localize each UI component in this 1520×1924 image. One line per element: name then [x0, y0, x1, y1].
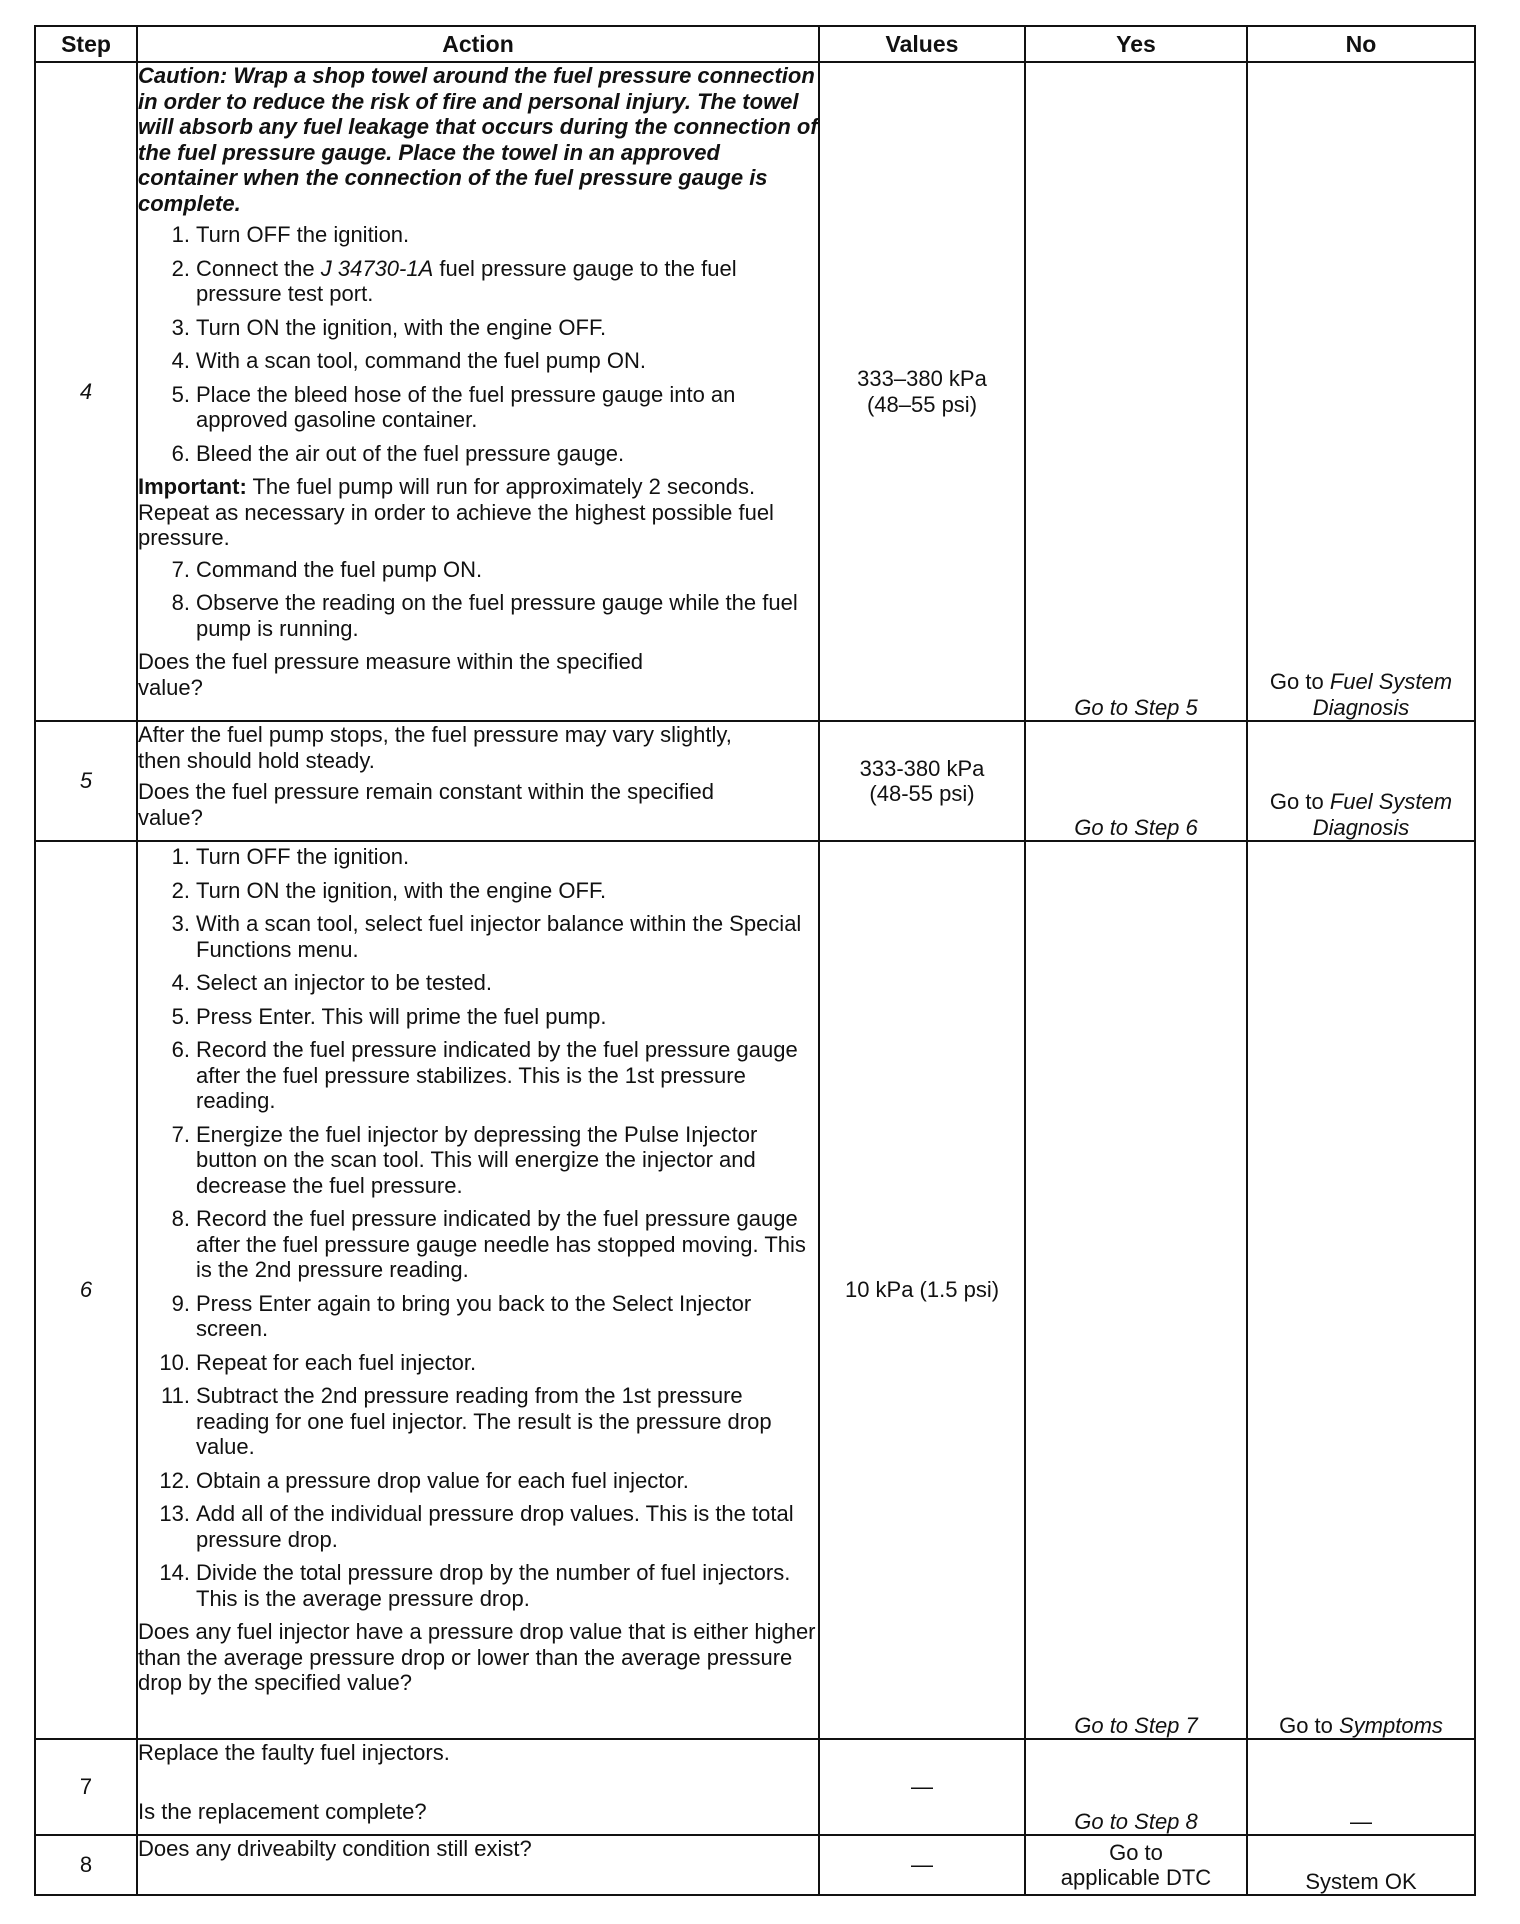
- table-row: [35, 1739, 1475, 1835]
- list-item: 6. Record the fuel pressure indicated by the fuel pressure gauge after the fuel pressure stabilizes. This is the 1st pressure reading.: [171, 1037, 798, 1113]
- value-cell: —: [819, 1739, 1025, 1835]
- list-item: 2. Turn ON the ignition, with the engine OFF.: [171, 877, 607, 903]
- action-cell: [137, 721, 819, 841]
- list-item: 8. Observe the reading on the fuel pressure gauge while the fuel pump is running.: [171, 590, 798, 641]
- table-row: [35, 62, 1475, 721]
- action-cell: [137, 1739, 819, 1835]
- list-item: 5. Place the bleed hose of the fuel pressure gauge into an approved gasoline container.: [171, 381, 736, 432]
- important-note: Important: The fuel pump will run for approximately 2 seconds. Repeat as necessary in order to achieve the highest possible fuel pressure.: [138, 474, 774, 550]
- step-number: 5: [35, 721, 137, 841]
- no-cell: Go to Symptoms: [1247, 841, 1475, 1739]
- no-cell: —: [1247, 1739, 1475, 1835]
- list-item: 7. Energize the fuel injector by depressing the Pulse Injector button on the scan tool. This will energize the injector and decrease the fuel pressure.: [171, 1121, 758, 1198]
- action-cell: [137, 841, 819, 1739]
- list-item: 2. Connect the J 34730-1A fuel pressure gauge to the fuel pressure test port.: [171, 255, 737, 306]
- table-row: [35, 721, 1475, 841]
- step-list: [138, 844, 818, 1611]
- header-values: Values: [819, 26, 1025, 62]
- list-item: 3. With a scan tool, select fuel injector balance within the Special Functions menu.: [171, 911, 802, 962]
- list-item: 4. With a scan tool, command the fuel pump ON.: [171, 348, 646, 373]
- list-item: 1. Turn OFF the ignition.: [171, 222, 410, 247]
- action-cell: [137, 62, 819, 721]
- value-cell: 333-380 kPa (48-55 psi): [819, 721, 1025, 841]
- list-item: 3. Turn ON the ignition, with the engine OFF.: [171, 314, 607, 340]
- list-item: 8. Record the fuel pressure indicated by the fuel pressure gauge after the fuel pressure gauge needle has stopped moving. This is the 2nd pressure reading.: [171, 1206, 806, 1282]
- action-text: After the fuel pump stops, the fuel pressure may vary slightly, then should hold steady.: [138, 722, 732, 773]
- action-cell: [137, 1835, 819, 1895]
- list-item: 14. Divide the total pressure drop by the number of fuel injectors. This is the average pressure drop.: [159, 1560, 791, 1611]
- action-text: Replace the faulty fuel injectors.: [138, 1740, 450, 1765]
- step-number: 4: [35, 62, 137, 721]
- list-item: 6. Bleed the air out of the fuel pressure gauge.: [171, 440, 625, 466]
- no-cell: Go to Fuel System Diagnosis: [1247, 721, 1475, 841]
- step-number: 6: [35, 841, 137, 1739]
- step-number: 7: [35, 1739, 137, 1835]
- yes-cell: Go to Step 7: [1025, 841, 1247, 1739]
- list-item: 11. Subtract the 2nd pressure reading from the 1st pressure reading for one fuel injector. The result is the pressure drop value.: [161, 1383, 772, 1459]
- table-row: [35, 841, 1475, 1739]
- yes-cell: Go to Step 5: [1025, 62, 1247, 721]
- yes-cell: Go to Step 8: [1025, 1739, 1247, 1835]
- yes-cell: Go to applicable DTC: [1025, 1835, 1247, 1895]
- step-list: [138, 222, 818, 466]
- diagnostic-table: [34, 25, 1476, 1896]
- header-no: No: [1247, 26, 1475, 62]
- no-cell: System OK: [1247, 1835, 1475, 1895]
- list-item: 10. Repeat for each fuel injector.: [159, 1349, 477, 1375]
- list-item: 5. Press Enter. This will prime the fuel pump.: [171, 1003, 607, 1029]
- list-item: 1. Turn OFF the ignition.: [171, 844, 410, 869]
- step-list: [138, 557, 818, 642]
- caution-text: Caution: Wrap a shop towel around the fuel pressure connection in order to reduce the risk of fire and personal injury. The towel will absorb any fuel leakage that occurs during the connection of the fuel pressure gauge. Place the towel in an approved container when the connection of the fuel pressure gauge is complete.: [138, 63, 818, 216]
- list-item: 13. Add all of the individual pressure drop values. This is the total pressure drop.: [159, 1501, 794, 1552]
- no-cell: Go to Fuel System Diagnosis: [1247, 62, 1475, 721]
- tool-reference: J 34730-1A: [320, 255, 434, 281]
- value-cell: —: [819, 1835, 1025, 1895]
- yes-cell: Go to Step 6: [1025, 721, 1247, 841]
- value-cell: 333–380 kPa (48–55 psi): [819, 62, 1025, 721]
- question-text: Does the fuel pressure measure within the specified value?: [138, 649, 644, 700]
- header-action: Action: [137, 26, 819, 62]
- list-item: 12. Obtain a pressure drop value for each fuel injector.: [159, 1467, 689, 1493]
- question-text: Is the replacement complete?: [138, 1798, 427, 1824]
- header-step: Step: [35, 26, 137, 62]
- question-text: Does the fuel pressure remain constant within the specified value?: [138, 779, 714, 830]
- step-number: 8: [35, 1835, 137, 1895]
- question-text: Does any driveabilty condition still exist?: [138, 1836, 532, 1861]
- list-item: 7. Command the fuel pump ON.: [171, 556, 483, 582]
- list-item: 9. Press Enter again to bring you back to the Select Injector screen.: [171, 1290, 752, 1341]
- header-row: [35, 26, 1475, 62]
- list-item: 4. Select an injector to be tested.: [171, 970, 492, 995]
- table-row: [35, 1835, 1475, 1895]
- question-text: Does any fuel injector have a pressure drop value that is either higher than the average pressure drop or lower than the average pressure drop by the specified value?: [138, 1619, 816, 1695]
- header-yes: Yes: [1025, 26, 1247, 62]
- value-cell: 10 kPa (1.5 psi): [819, 841, 1025, 1739]
